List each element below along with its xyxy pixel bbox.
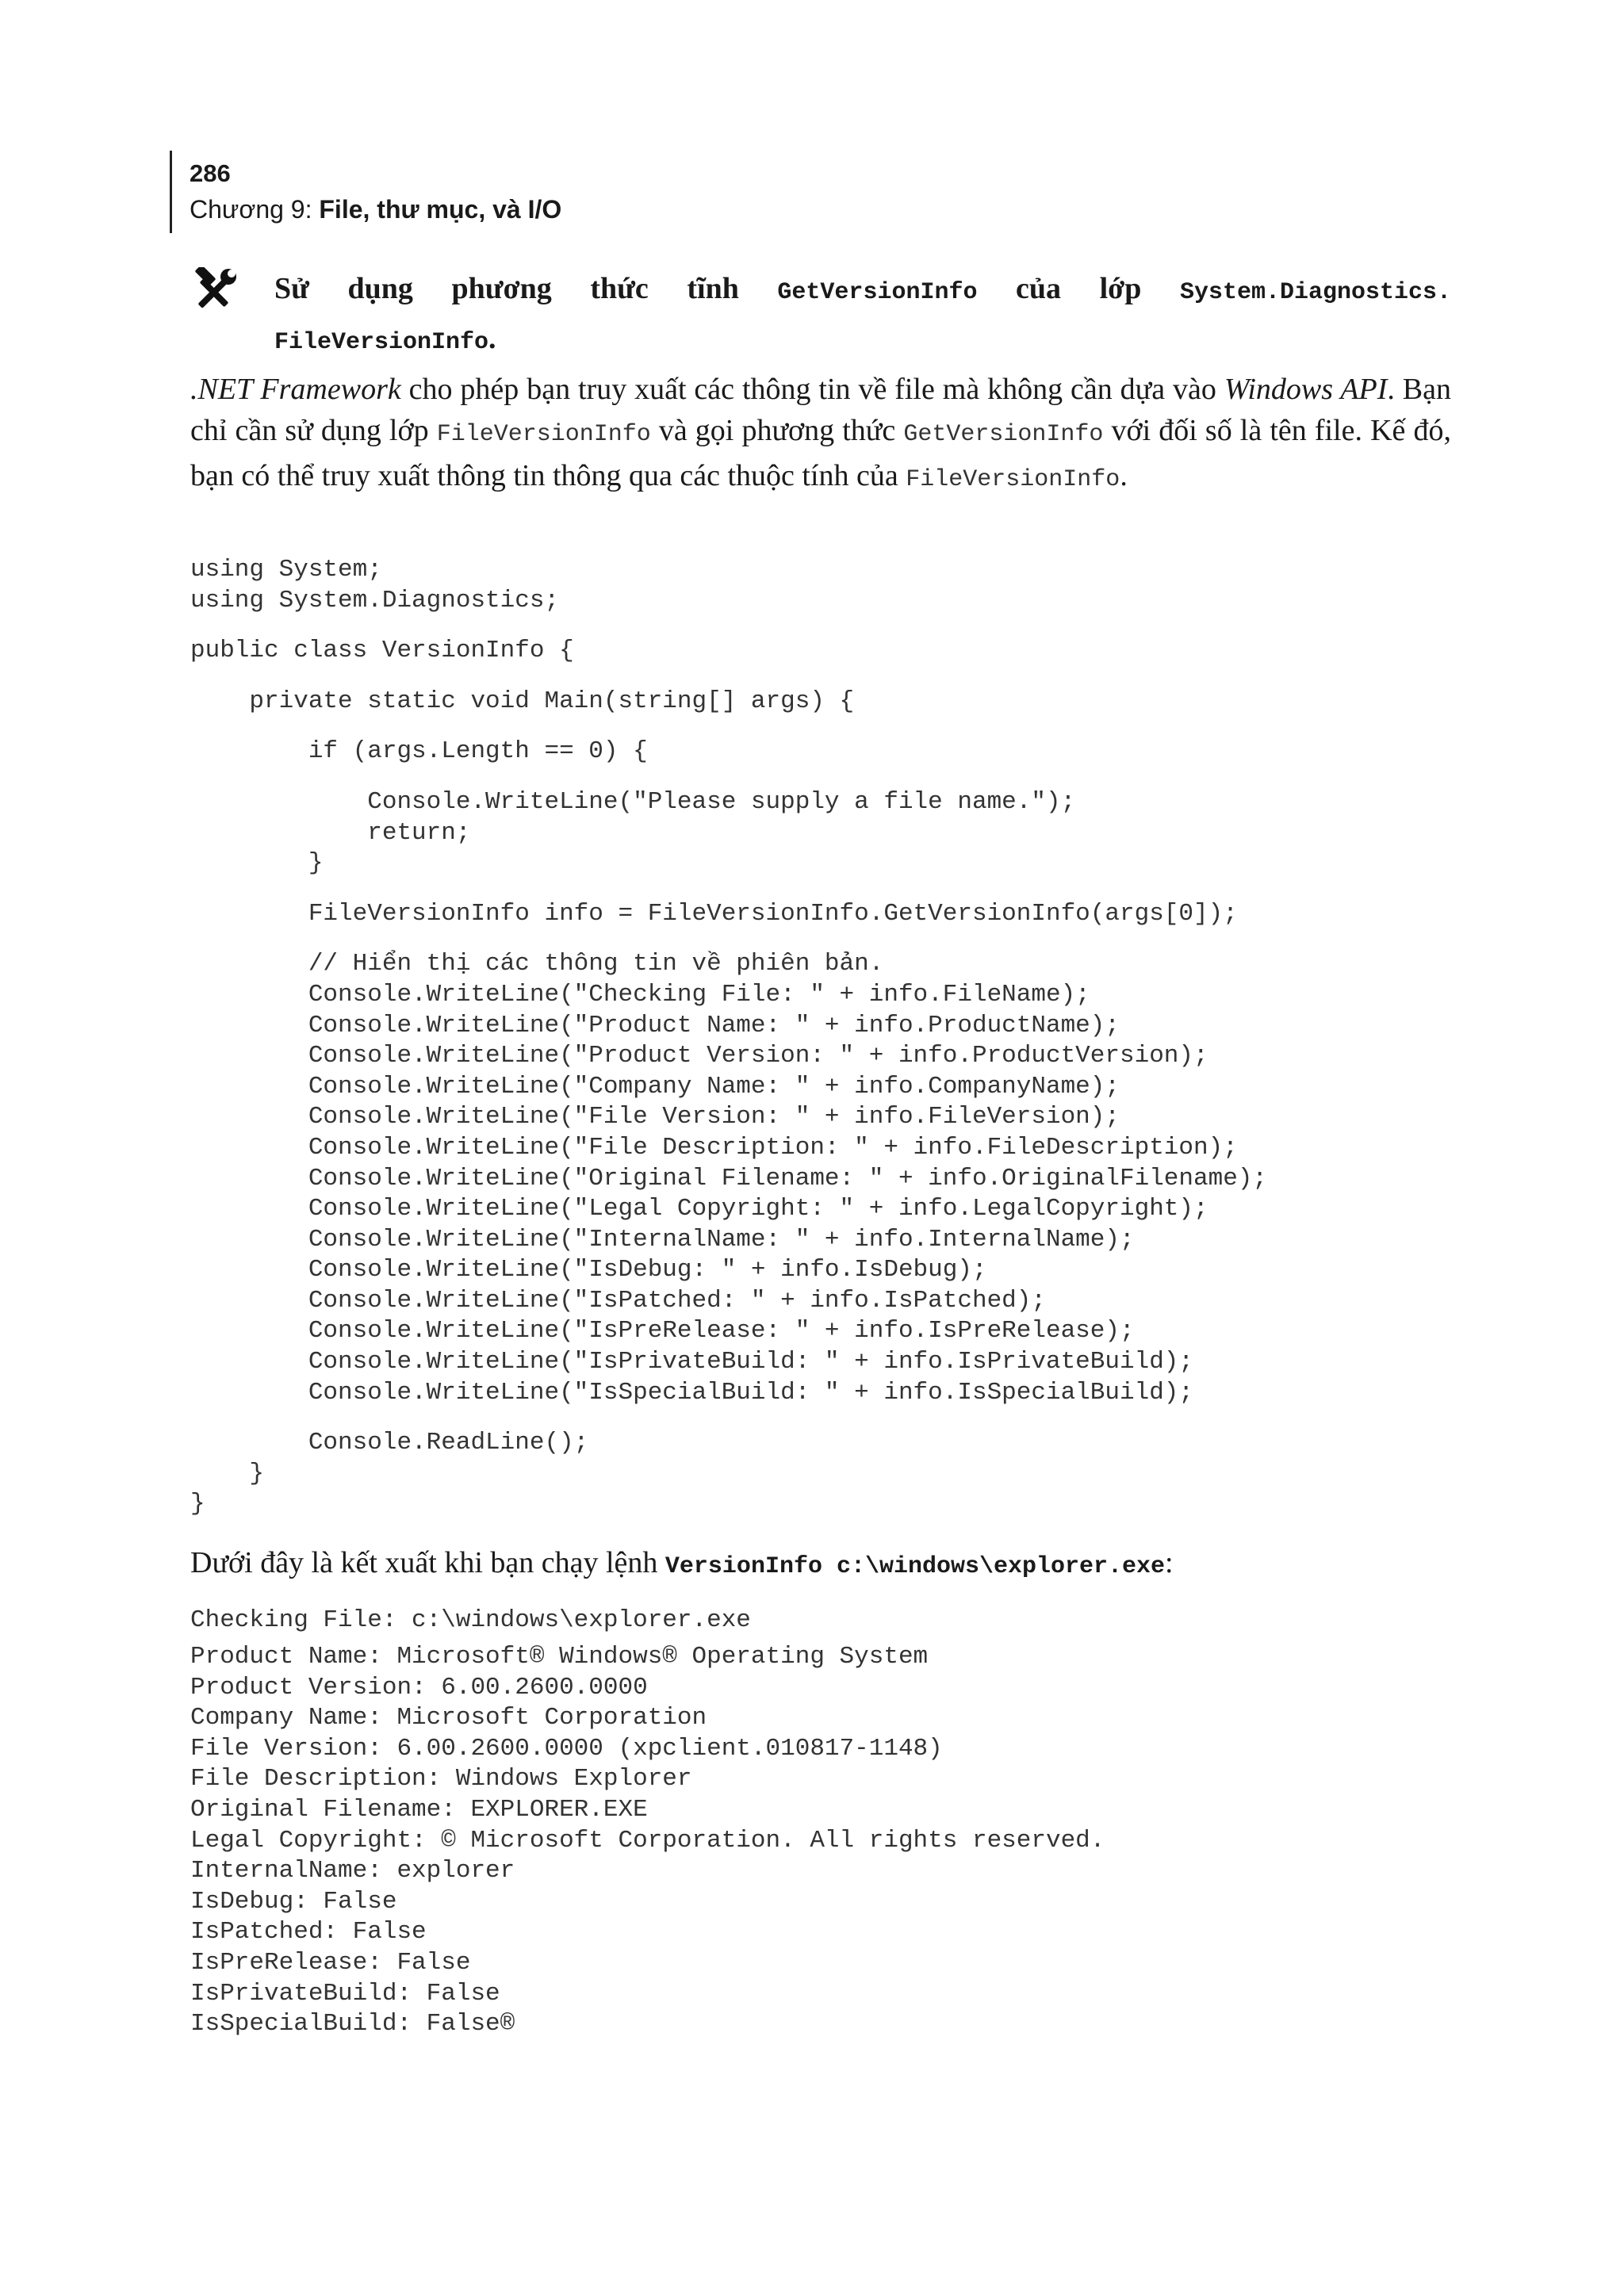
code-gap	[190, 768, 1267, 787]
intro-class-name: FileVersionInfo	[436, 421, 651, 448]
code-line: Console.WriteLine("Legal Copyright: " + info.LegalCopyright);	[190, 1195, 1208, 1223]
code-gap	[190, 667, 1267, 687]
output-line: IsPrivateBuild: False	[190, 1979, 500, 2008]
intro-text-4: với đối số là tên file. Kế đó, bạn có thể truy xuất thông tin thông qua các thuộc tính của	[190, 414, 1451, 492]
solution-text	[274, 266, 1451, 366]
code-line: }	[190, 849, 324, 878]
code-line: Console.ReadLine();	[190, 1429, 589, 1457]
output-intro	[190, 1542, 1451, 1587]
output-line: File Version: 6.00.2600.0000 (xpclient.010817-1148)	[190, 1734, 943, 1763]
code-line: using System.Diagnostics;	[190, 586, 560, 614]
code-line: Console.WriteLine("File Version: " + info.FileVersion);	[190, 1103, 1120, 1131]
code-listing	[190, 555, 1267, 1520]
page-header	[170, 151, 561, 233]
code-gap	[190, 879, 1267, 899]
output-line: Legal Copyright: © Microsoft Corporation. All rights reserved.	[190, 1826, 1105, 1855]
output-line: IsPreRelease: False	[190, 1948, 471, 1977]
code-line: Console.WriteLine("IsPrivateBuild: " + info.IsPrivateBuild);	[190, 1348, 1194, 1376]
intro-text-2: . Bạn chỉ cần sử dụng lớp	[190, 373, 1451, 447]
solution-text-suffix: .	[488, 322, 496, 355]
code-line: Console.WriteLine("Company Name: " + info.CompanyName);	[190, 1072, 1120, 1101]
solution-text-prefix: Sử dụng phương thức tĩnh	[274, 272, 778, 305]
intro-text-5: .	[1120, 459, 1128, 492]
code-line: Console.WriteLine("Product Name: " + info.ProductName);	[190, 1011, 1120, 1039]
code-line: Console.WriteLine("IsPreRelease: " + info.IsPreRelease);	[190, 1317, 1135, 1346]
code-line: public class VersionInfo {	[190, 637, 574, 665]
code-line: Console.WriteLine("IsDebug: " + info.IsDebug);	[190, 1256, 987, 1284]
code-gap	[190, 616, 1267, 636]
method-name: GetVersionInfo	[777, 279, 978, 306]
code-line: if (args.Length == 0) {	[190, 737, 648, 766]
output-line: InternalName: explorer	[190, 1857, 515, 1885]
solution-text-mid: của lớp	[977, 272, 1180, 305]
intro-net-framework: .NET Framework	[190, 373, 401, 406]
output-line: Company Name: Microsoft Corporation	[190, 1704, 707, 1732]
intro-class-name-2: FileVersionInfo	[906, 466, 1120, 493]
intro-text-3: và gọi phương thức	[650, 414, 904, 447]
code-line: Console.WriteLine("IsSpecialBuild: " + info.IsSpecialBuild);	[190, 1378, 1194, 1407]
code-line: }	[190, 1490, 205, 1518]
output-line: Product Name: Microsoft® Windows® Operating System	[190, 1643, 929, 1671]
code-line: Console.WriteLine("InternalName: " + info.InternalName);	[190, 1225, 1135, 1254]
output-line: File Description: Windows Explorer	[190, 1765, 692, 1793]
code-line: Console.WriteLine("Original Filename: " + info.OriginalFilename);	[190, 1164, 1268, 1192]
tools-icon	[190, 267, 238, 315]
output-listing	[190, 1606, 1105, 2040]
code-line: private static void Main(string[] args) {	[190, 687, 855, 715]
class-name: System.Diagnostics. FileVersionInfo	[274, 279, 1451, 356]
chapter-title	[190, 192, 561, 227]
code-line: Console.WriteLine("IsPatched: " + info.IsPatched);	[190, 1286, 1046, 1315]
code-gap	[190, 929, 1267, 949]
code-line: // Hiển thị các thông tin về phiên bản.	[190, 950, 884, 978]
code-line: return;	[190, 818, 471, 847]
code-line: }	[190, 1459, 265, 1487]
code-line: Console.WriteLine("Please supply a file name.");	[190, 787, 1076, 816]
code-line: using System;	[190, 556, 382, 584]
output-line: Original Filename: EXPLORER.EXE	[190, 1795, 648, 1824]
output-line: Checking File: c:\windows\explorer.exe	[190, 1606, 751, 1634]
intro-paragraph	[190, 369, 1451, 500]
intro-text-1: cho phép bạn truy xuất các thông tin về file mà không cần dựa vào	[400, 373, 1224, 406]
intro-method-name: GetVersionInfo	[903, 421, 1104, 448]
code-line: FileVersionInfo info = FileVersionInfo.GetVersionInfo(args[0]);	[190, 899, 1238, 928]
output-line: IsDebug: False	[190, 1887, 397, 1916]
output-line: IsPatched: False	[190, 1918, 427, 1947]
code-gap	[190, 717, 1267, 737]
page-number: 286	[190, 159, 231, 187]
intro-windows-api: Windows API	[1224, 373, 1388, 406]
chapter-prefix: Chương 9:	[190, 195, 320, 224]
code-line: Console.WriteLine("Product Version: " + info.ProductVersion);	[190, 1042, 1208, 1070]
output-line: Product Version: 6.00.2600.0000	[190, 1673, 648, 1702]
output-intro-suffix: :	[1165, 1546, 1174, 1579]
output-intro-text: Dưới đây là kết xuất khi bạn chạy lệnh	[190, 1546, 665, 1579]
code-line: Console.WriteLine("File Description: " + info.FileDescription);	[190, 1133, 1238, 1162]
code-line: Console.WriteLine("Checking File: " + info.FileName);	[190, 980, 1090, 1009]
output-line: IsSpecialBuild: False®	[190, 2010, 515, 2038]
code-gap	[190, 1408, 1267, 1428]
output-command: VersionInfo c:\windows\explorer.exe	[665, 1553, 1166, 1580]
chapter-name: File, thư mục, và I/O	[319, 195, 562, 224]
